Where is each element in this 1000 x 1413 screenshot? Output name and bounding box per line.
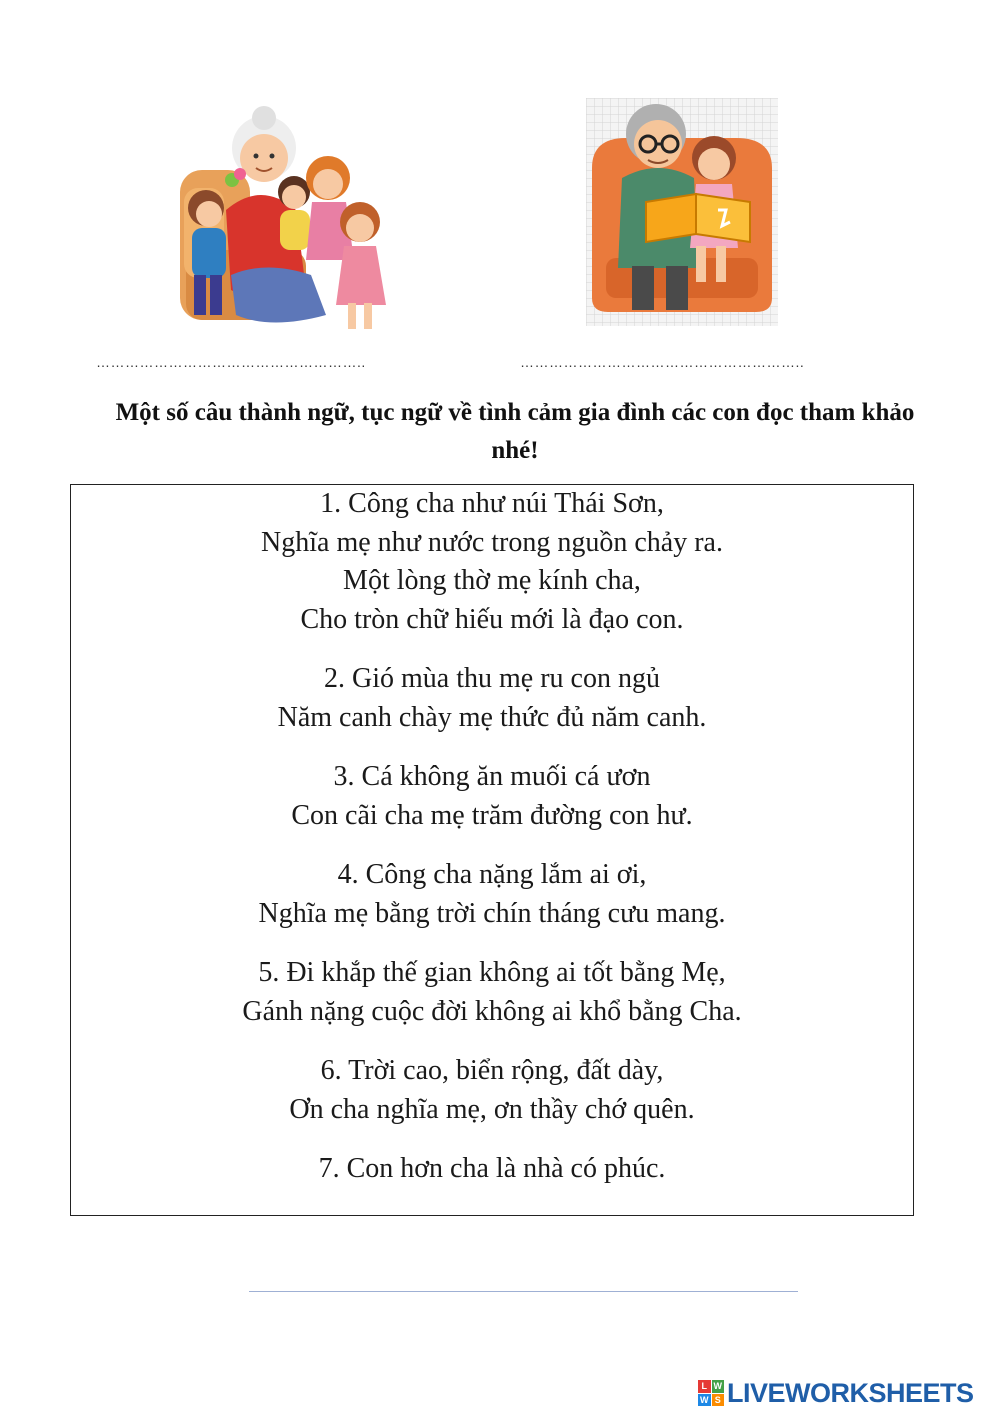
answer-blank-right[interactable]: …………………………………………………..	[520, 354, 805, 370]
proverb-item-3	[71, 737, 913, 835]
proverb-line: Gánh nặng cuộc đời không ai khổ bằng Cha.	[242, 995, 742, 1027]
proverb-item-5	[71, 933, 913, 1031]
proverb-box	[70, 484, 914, 1216]
proverb-item-7	[71, 1129, 913, 1189]
grandfather-reading-to-child-illustration	[586, 98, 778, 326]
proverb-line: Con cãi cha mẹ trăm đường con hư.	[291, 799, 693, 831]
proverb-line: 7. Con hơn cha là nhà có phúc.	[318, 1153, 666, 1184]
proverb-line: 3. Cá không ăn muối cá ươn	[333, 761, 651, 792]
answer-blank-left[interactable]: ………………………………………………..	[96, 354, 366, 370]
logo-letter: W	[700, 1394, 709, 1405]
proverb-line: 1. Công cha như núi Thái Sơn,	[320, 488, 664, 519]
proverb-line: 6. Trời cao, biển rộng, đất dày,	[320, 1055, 664, 1086]
proverb-line: Cho tròn chữ hiếu mới là đạo con.	[300, 603, 684, 635]
proverb-line: Năm canh chày mẹ thức đủ năm canh.	[277, 701, 707, 733]
page-heading: Một số câu thành ngữ, tục ngữ về tình cảm gia đình các con đọc tham khảo nhé!	[115, 399, 915, 464]
proverb-line: Nghĩa mẹ như nước trong nguồn chảy ra.	[261, 526, 723, 558]
proverb-line: 5. Đi khắp thế gian không ai tốt bằng Mẹ,	[258, 957, 726, 988]
proverb-line: Ơn cha nghĩa mẹ, ơn thầy chớ quên.	[289, 1093, 695, 1125]
proverb-line: 2. Gió mùa thu mẹ ru con ngủ	[324, 663, 660, 694]
proverb-list	[71, 485, 913, 1189]
proverb-line: Một lòng thờ mẹ kính cha,	[343, 565, 641, 596]
proverb-item-6	[71, 1031, 913, 1129]
proverb-line: Nghĩa mẹ bằng trời chín tháng cưu mang.	[258, 897, 726, 929]
logo-letter: S	[712, 1394, 725, 1407]
liveworksheets-brand	[698, 1377, 974, 1409]
proverb-item-4	[71, 835, 913, 933]
answer-input-line[interactable]	[249, 1291, 798, 1292]
brand-name: LIVEWORKSHEETS	[727, 1377, 974, 1408]
logo-letter: L	[698, 1380, 711, 1393]
proverb-item-1	[71, 485, 913, 639]
proverb-item-2	[71, 639, 913, 737]
liveworksheets-logo-icon	[698, 1380, 724, 1406]
grandmother-with-children-illustration	[176, 100, 392, 336]
proverb-line: 4. Công cha nặng lắm ai ơi,	[337, 859, 647, 890]
logo-letter: W	[713, 1381, 722, 1391]
